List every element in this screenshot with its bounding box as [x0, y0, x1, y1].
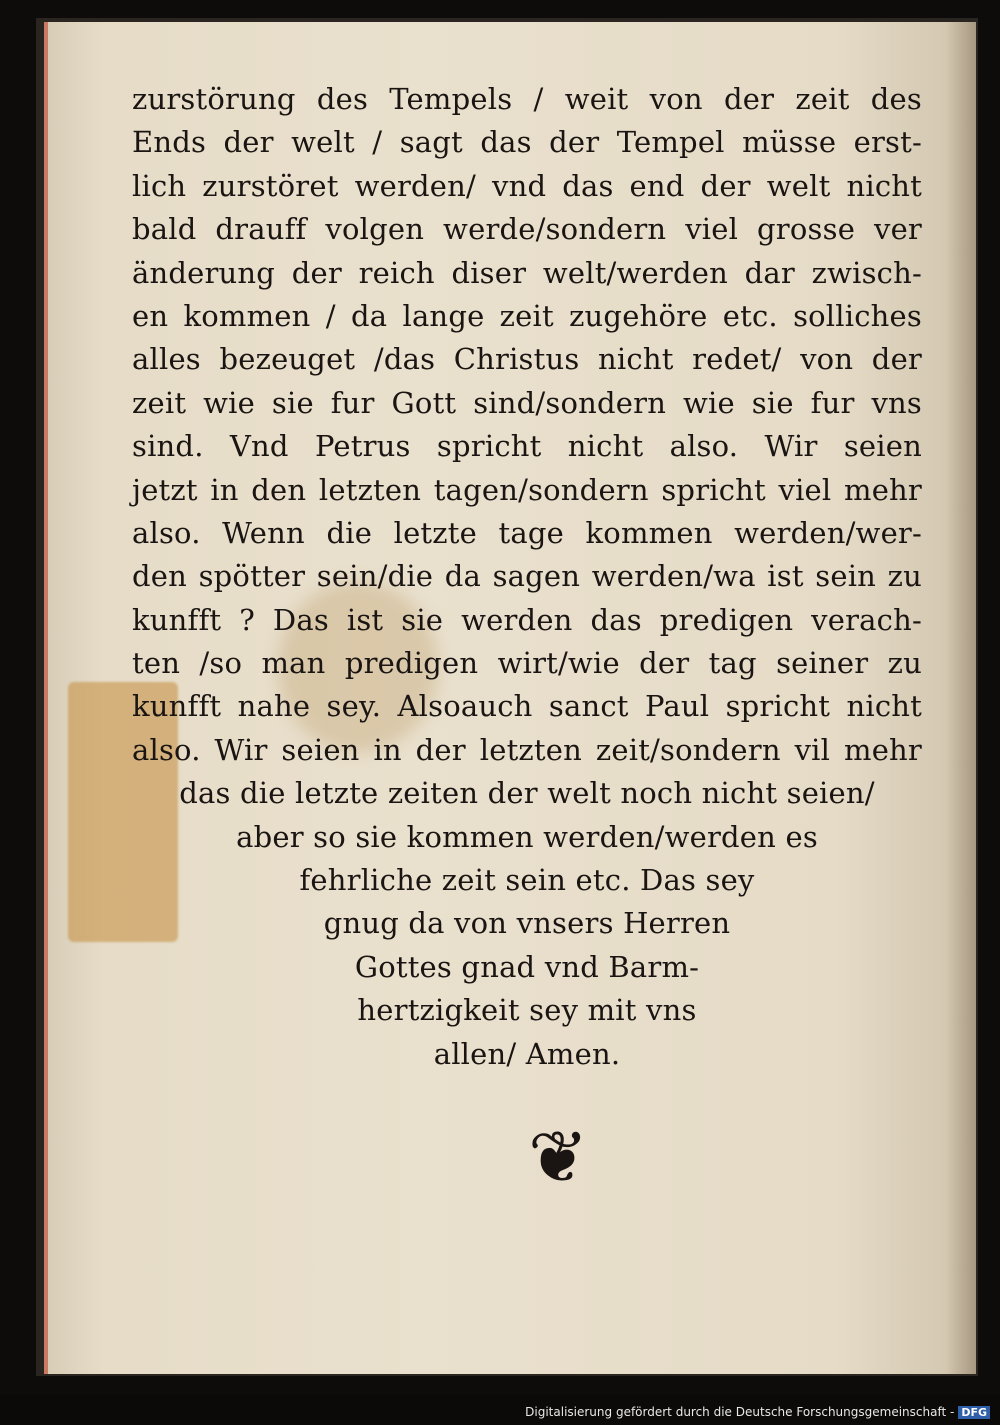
text-line-22: hertzigkeit sey mit vns	[357, 993, 697, 1028]
text-line-14: ten /so man predigen wirt/wie der tag seiner zu	[132, 646, 922, 681]
text-line-18: aber so sie kommen werden/werden es	[236, 819, 818, 854]
text-line-12: den spötter sein/die da sagen werden/wa ist sein zu	[132, 559, 922, 594]
text-line-9: sind. Vnd Petrus spricht nicht also. Wir seien	[132, 429, 922, 464]
text-line-20: gnug da von vnsers Herren	[323, 906, 731, 941]
dfg-logo: DFG	[958, 1406, 990, 1419]
page-gutter-shadow	[946, 22, 976, 1374]
text-line-21: Gottes gnad vnd Barm-	[354, 949, 700, 984]
text-line-3: lich zurstöret werden/ vnd das end der welt nicht	[132, 168, 922, 203]
text-line-8: zeit wie sie fur Gott sind/sondern wie sie fur vns	[132, 385, 922, 420]
text-line-11: also. Wenn die letzte tage kommen werden/wer-	[132, 515, 922, 550]
digitization-credit	[525, 1405, 990, 1419]
credit-text: Digitalisierung gefördert durch die Deutsche Forschungsgemeinschaft -	[525, 1405, 955, 1419]
text-line-10: jetzt in den letzten tagen/sondern spricht viel mehr	[132, 472, 922, 507]
page-text	[132, 78, 932, 1076]
text-line-4: bald drauff volgen werde/sondern viel grosse ver	[132, 212, 922, 247]
text-line-17: das die letzte zeiten der welt noch nicht seien/	[179, 776, 875, 811]
text-line-6: en kommen / da lange zeit zugehöre etc. solliches	[132, 298, 922, 333]
text-line-23: allen/ Amen.	[433, 1036, 621, 1071]
text-line-1: zurstörung des Tempels / weit von der zeit des	[132, 82, 922, 116]
end-ornament-icon: ❦	[528, 1115, 589, 1199]
text-line-15: kunfft nahe sey. Alsoauch sanct Paul spricht nicht	[132, 689, 922, 724]
text-line-2: Ends der welt / sagt das der Tempel müsse erst-	[132, 125, 922, 160]
text-line-16: also. Wir seien in der letzten zeit/sondern vil mehr	[132, 732, 922, 767]
text-line-13: kunfft ? Das ist sie werden das predigen verach-	[132, 602, 922, 637]
text-line-19: fehrliche zeit sein etc. Das sey	[299, 863, 755, 898]
text-line-5: änderung der reich diser welt/werden dar zwisch-	[132, 255, 922, 290]
text-line-7: alles bezeuget /das Christus nicht redet/ von der	[132, 342, 922, 377]
